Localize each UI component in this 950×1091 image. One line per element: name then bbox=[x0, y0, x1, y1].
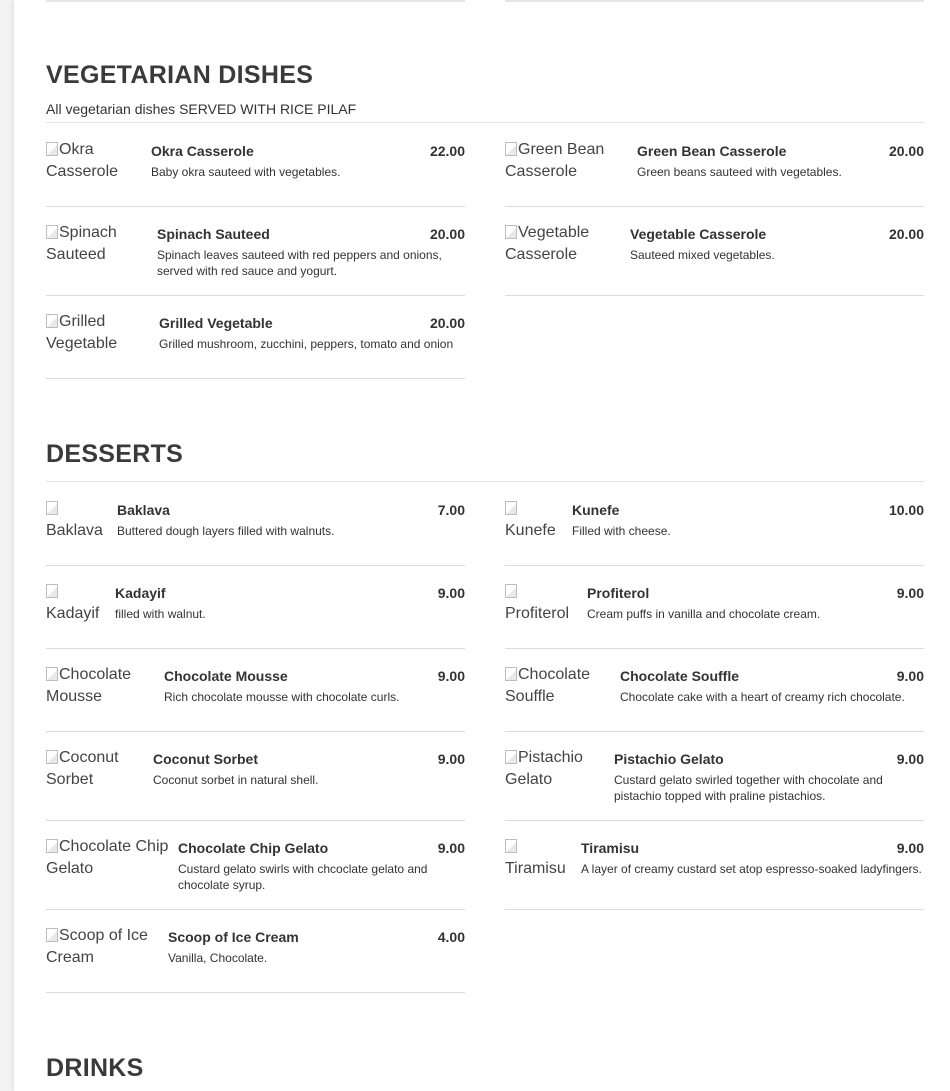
item-description: Filled with cheese. bbox=[572, 524, 671, 538]
item-price: 20.00 bbox=[429, 315, 465, 331]
item-name: Chocolate Chip Gelato bbox=[178, 840, 329, 856]
item-description: Buttered dough layers filled with walnuts. bbox=[117, 524, 335, 538]
broken-image-icon bbox=[505, 584, 517, 598]
item-description: A layer of creamy custard set atop espresso-soaked ladyfingers. bbox=[581, 862, 922, 876]
menu-page bbox=[14, 0, 950, 1091]
item-price: 7.00 bbox=[437, 502, 465, 518]
section-title: DRINKS bbox=[46, 1054, 144, 1082]
menu-item[interactable] bbox=[505, 123, 924, 207]
broken-image-icon bbox=[46, 667, 58, 681]
item-name: Scoop of Ice Cream bbox=[168, 929, 299, 945]
item-name: Baklava bbox=[117, 502, 170, 518]
item-image: Kunefe bbox=[505, 498, 565, 542]
menu-item[interactable] bbox=[46, 732, 465, 821]
item-divider bbox=[505, 295, 924, 296]
broken-image-icon bbox=[46, 314, 58, 328]
menu-item[interactable] bbox=[46, 296, 465, 379]
item-image: Profiterol bbox=[505, 581, 581, 625]
item-divider bbox=[46, 378, 465, 379]
section-subtitle: All vegetarian dishes SERVED WITH RICE PILAF bbox=[46, 101, 357, 117]
broken-image-icon bbox=[505, 667, 517, 681]
menu-item[interactable] bbox=[505, 821, 924, 910]
item-price: 9.00 bbox=[437, 840, 465, 856]
item-image: Coconut Sorbet bbox=[46, 749, 119, 788]
item-price: 9.00 bbox=[437, 668, 465, 684]
broken-image-icon bbox=[505, 839, 517, 853]
item-name: Pistachio Gelato bbox=[614, 751, 724, 767]
item-description: Vanilla, Chocolate. bbox=[168, 951, 268, 965]
item-price: 9.00 bbox=[896, 585, 924, 601]
item-price: 9.00 bbox=[437, 751, 465, 767]
previous-item-divider bbox=[46, 0, 465, 2]
menu-item[interactable] bbox=[46, 910, 465, 993]
item-divider bbox=[46, 992, 465, 993]
previous-item-divider bbox=[505, 0, 924, 2]
item-price: 9.00 bbox=[896, 751, 924, 767]
item-divider bbox=[505, 909, 924, 910]
item-description: Baby okra sauteed with vegetables. bbox=[151, 165, 341, 179]
item-name: Kadayif bbox=[115, 585, 166, 601]
item-name: Spinach Sauteed bbox=[157, 226, 270, 242]
item-image: Scoop of Ice Cream bbox=[46, 927, 148, 966]
section-title: VEGETARIAN DISHES bbox=[46, 61, 314, 89]
broken-image-icon bbox=[46, 928, 58, 942]
item-description: Cream puffs in vanilla and chocolate cream. bbox=[587, 607, 821, 621]
item-name: Vegetable Casserole bbox=[630, 226, 767, 242]
item-image: Spinach Sauteed bbox=[46, 224, 117, 263]
menu-item[interactable] bbox=[46, 649, 465, 732]
item-price: 9.00 bbox=[896, 840, 924, 856]
item-description: Green beans sauteed with vegetables. bbox=[637, 165, 842, 179]
item-image: Okra Casserole bbox=[46, 141, 119, 180]
menu-item[interactable] bbox=[505, 732, 924, 821]
item-name: Chocolate Souffle bbox=[620, 668, 740, 684]
broken-image-icon bbox=[505, 142, 517, 156]
menu-item[interactable] bbox=[46, 566, 465, 649]
broken-image-icon bbox=[46, 225, 58, 239]
item-price: 10.00 bbox=[888, 502, 924, 518]
section-title: DESSERTS bbox=[46, 440, 184, 468]
item-name: Coconut Sorbet bbox=[153, 751, 258, 767]
broken-image-icon bbox=[505, 750, 517, 764]
item-price: 4.00 bbox=[437, 929, 465, 945]
item-name: Profiterol bbox=[587, 585, 650, 601]
item-price: 9.00 bbox=[896, 668, 924, 684]
item-image: Pistachio Gelato bbox=[505, 749, 583, 788]
item-name: Tiramisu bbox=[581, 840, 640, 856]
menu-item[interactable] bbox=[46, 207, 465, 296]
broken-image-icon bbox=[46, 142, 58, 156]
item-name: Chocolate Mousse bbox=[164, 668, 288, 684]
item-description: Spinach leaves sauteed with red peppers and onions, served with red sauce and yogurt. bbox=[157, 248, 442, 278]
desserts-section bbox=[46, 440, 924, 966]
menu-item[interactable] bbox=[505, 566, 924, 649]
menu-item[interactable] bbox=[505, 649, 924, 732]
menu-item[interactable] bbox=[505, 207, 924, 296]
item-image: Chocolate Mousse bbox=[46, 666, 132, 705]
menu-item[interactable] bbox=[505, 482, 924, 566]
item-description: Chocolate cake with a heart of creamy rich chocolate. bbox=[620, 690, 905, 704]
item-name: Grilled Vegetable bbox=[159, 315, 273, 331]
broken-image-icon bbox=[505, 501, 517, 515]
item-description: Custard gelato swirled together with chocolate and pistachio topped with praline pistachios. bbox=[614, 773, 883, 803]
item-image: Chocolate Souffle bbox=[505, 666, 591, 705]
item-price: 20.00 bbox=[429, 226, 465, 242]
item-description: Rich chocolate mousse with chocolate curls. bbox=[164, 690, 400, 704]
drinks-section bbox=[46, 1056, 924, 1081]
item-description: filled with walnut. bbox=[115, 607, 206, 621]
item-price: 20.00 bbox=[888, 226, 924, 242]
item-image: Vegetable Casserole bbox=[505, 224, 590, 263]
broken-image-icon bbox=[46, 750, 58, 764]
broken-image-icon bbox=[46, 501, 58, 515]
broken-image-icon bbox=[46, 584, 58, 598]
vegetarian-section bbox=[46, 61, 924, 352]
item-price: 22.00 bbox=[429, 143, 465, 159]
item-price: 20.00 bbox=[888, 143, 924, 159]
item-description: Grilled mushroom, zucchini, peppers, tomato and onion bbox=[159, 337, 454, 351]
item-description: Coconut sorbet in natural shell. bbox=[153, 773, 319, 787]
broken-image-icon bbox=[505, 225, 517, 239]
item-image: Baklava bbox=[46, 498, 110, 542]
item-image: Kadayif bbox=[46, 581, 110, 625]
item-price: 9.00 bbox=[437, 585, 465, 601]
item-image: Grilled Vegetable bbox=[46, 313, 118, 352]
item-description: Sauteed mixed vegetables. bbox=[630, 248, 775, 262]
item-image: Chocolate Chip Gelato bbox=[46, 838, 169, 877]
menu-item[interactable] bbox=[46, 821, 465, 910]
menu-item[interactable] bbox=[46, 123, 465, 207]
item-name: Kunefe bbox=[572, 502, 620, 518]
item-name: Okra Casserole bbox=[151, 143, 254, 159]
item-name: Green Bean Casserole bbox=[637, 143, 787, 159]
menu-item[interactable] bbox=[46, 482, 465, 566]
item-image: Green Bean Casserole bbox=[505, 141, 605, 180]
item-image: Tiramisu bbox=[505, 836, 577, 880]
item-description: Custard gelato swirls with chcoclate gelato and chocolate syrup. bbox=[178, 862, 428, 892]
broken-image-icon bbox=[46, 839, 58, 853]
